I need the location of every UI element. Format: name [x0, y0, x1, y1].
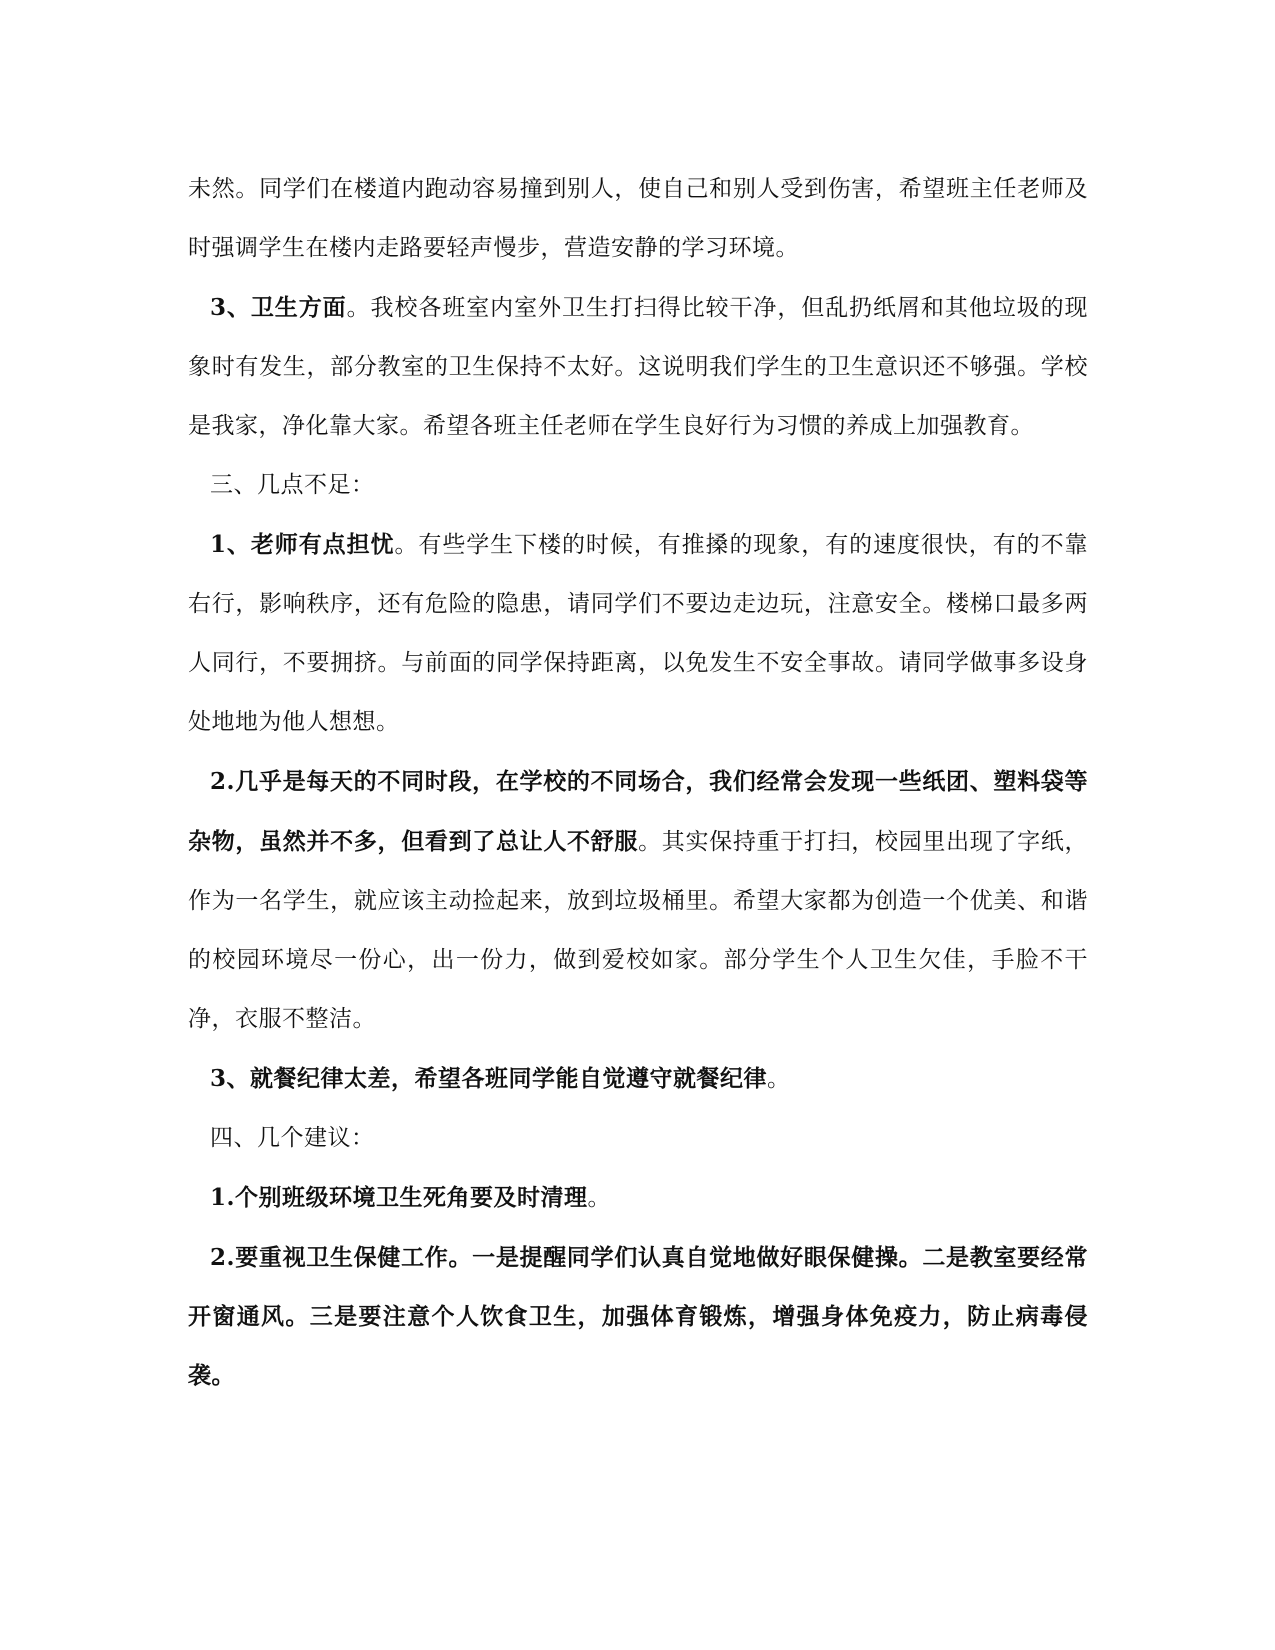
section-heading-shortcomings — [188, 456, 1088, 515]
paragraph-text: 。有些学生下楼的时候，有推搡的现象，有的速度很快，有的不靠右行，影响秩序，还有危险的隐患，请同学们不要边走边玩，注意安全。楼梯口最多两人同行，不要拥挤。与前面的同学保持距离，以免发生不安全事故。请同学做事多设身处地地为他人想想。 — [188, 532, 1088, 735]
paragraph-text: 未然。同学们在楼道内跑动容易撞到别人，使自己和别人受到伤害，希望班主任老师及时强调学生在楼内走路要轻声慢步，营造安静的学习环境。 — [188, 176, 1088, 261]
section-heading-suggestions — [188, 1109, 1088, 1168]
paragraph-heading: 1.个别班级环境卫生死角要及时清理 — [210, 1184, 588, 1211]
paragraph-text: 。 — [767, 1066, 791, 1092]
section-heading-text: 三、几点不足： — [210, 472, 375, 498]
paragraph-litter — [188, 752, 1088, 1049]
paragraph-heading: 1、老师有点担忧 — [210, 531, 395, 558]
paragraph-suggestion-2 — [188, 1228, 1088, 1405]
paragraph-heading: 2.要重视卫生保健工作 — [210, 1244, 449, 1271]
paragraph-dining — [188, 1049, 1088, 1109]
paragraph-text: 。其实保持重于打扫，校园里出现了字纸，作为一名学生，就应该主动捡起来，放到垃圾桶里。希望大家都为创造一个优美、和谐的校园环境尽一份心，出一份力，做到爱校如家。部分学生个人卫生欠佳，手脸不干净，衣服不整洁。 — [188, 829, 1089, 1032]
paragraph-heading: 3、就餐纪律太差，希望各班同学能自觉遵守就餐纪律 — [210, 1065, 768, 1092]
paragraph-heading: 2.几乎是每天的不同时段，在学校的不同场合，我们经常会发现一些纸团、塑料袋等杂物，虽然并不多，但看到了总让人不舒服 — [188, 768, 1088, 855]
paragraph-heading: 3、卫生方面 — [210, 294, 347, 321]
paragraph-continuation — [188, 160, 1088, 278]
paragraph-suggestion-1 — [188, 1168, 1088, 1228]
section-heading-text: 四、几个建议： — [210, 1125, 375, 1151]
document-body — [188, 160, 1088, 1405]
paragraph-teacher-worry — [188, 515, 1088, 752]
paragraph-hygiene — [188, 278, 1088, 456]
paragraph-text: 。我校各班室内室外卫生打扫得比较干净，但乱扔纸屑和其他垃圾的现象时有发生，部分教室的卫生保持不太好。这说明我们学生的卫生意识还不够强。学校是我家，净化靠大家。希望各班主任老师在学生良好行为习惯的养成上加强教育。 — [188, 295, 1088, 439]
paragraph-text: 。一是提醒同学们认真自觉地做好眼保健操。二是教室要经常开窗通风。三是要注意个人饮食卫生，加强体育锻炼，增强身体免疫力，防止病毒侵袭。 — [188, 1244, 1088, 1389]
paragraph-text: 。 — [587, 1185, 612, 1211]
